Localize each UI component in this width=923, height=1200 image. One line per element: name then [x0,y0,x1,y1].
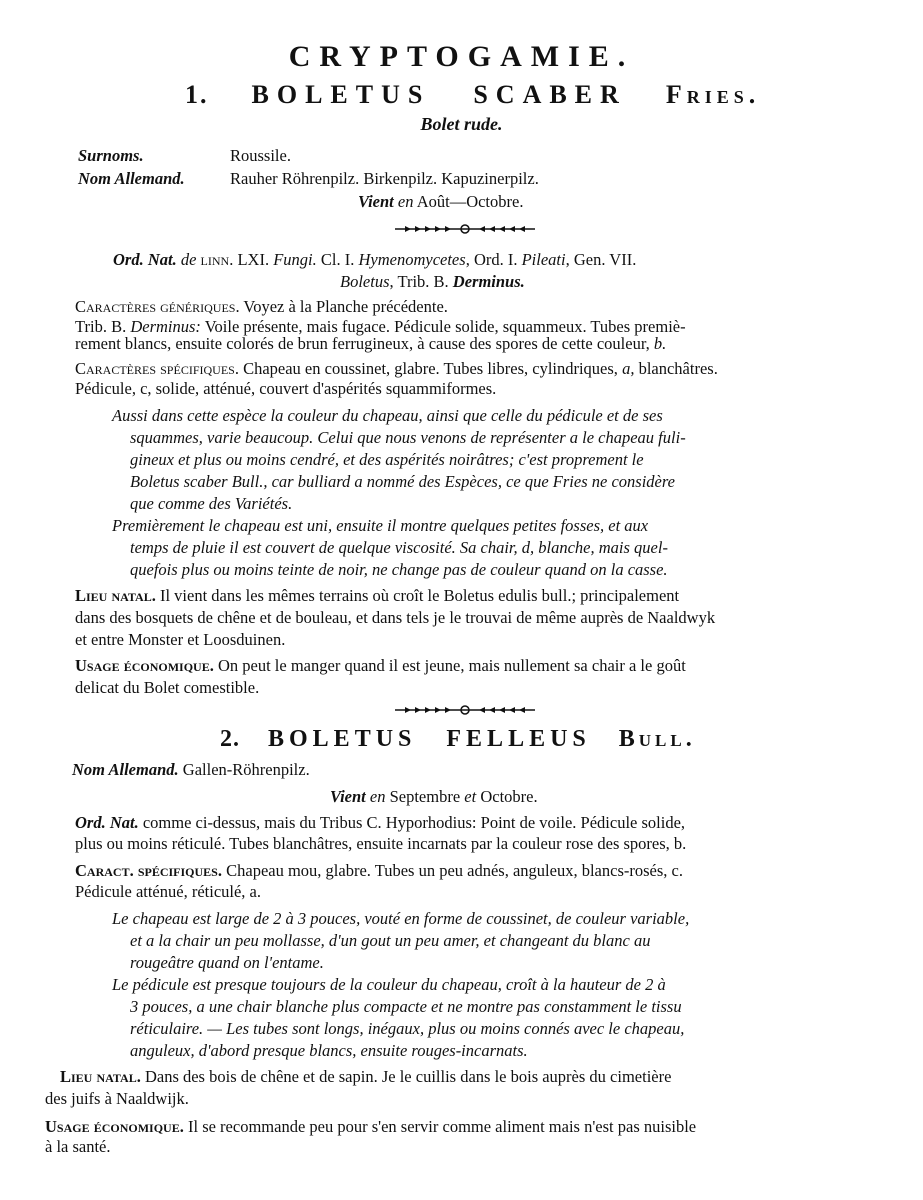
ord2-text1: comme ci-dessus, mais du Tribus C. Hyporhodius: Point de voile. Pédicule solide, [142,813,686,832]
usage2-text1: Il se recommande peu pour s'en servir comme aliment mais n'est pas nuisible [187,1117,697,1136]
generiques-label: Caractères génériques. [75,297,240,316]
trib-label: , Trib. B. [389,272,449,291]
boletus-label: Boletus [340,272,390,291]
specifiques-line2: Pédicule, c, solide, atténué, couvert d'aspérités squammiformes. [75,379,497,398]
note1-line2: squammes, varie beaucoup. Celui que nous venons de représenter a le chapeau fuli- [130,428,686,447]
caract2-label: Caract. spécifiques. [75,861,222,880]
usage1-label: Usage économique. [75,656,214,675]
trib-a: Trib. B. [75,317,127,336]
trib-b: Derminus: [130,317,201,336]
species1-heading [185,80,760,110]
note4-line4: anguleux, d'abord presque blancs, ensuite rouges-incarnats. [130,1041,528,1060]
season-vient: Vient [358,192,394,211]
note1-line5: que comme des Variétés. [130,494,293,513]
specifiques-line1 [75,358,718,380]
species2-genus: BOLETUS [268,726,417,752]
ord2-line1 [75,812,685,834]
note1-line4: Boletus scaber Bull., car bulliard a nommé des Espèces, ce que Fries ne considère [130,472,675,491]
species1-genus: BOLETUS [251,80,431,109]
usage2-line1 [45,1116,696,1138]
lieu1-line3: et entre Monster et Loosduinen. [75,630,286,649]
note4-line1: Le pédicule est presque toujours de la couleur du chapeau, croît à la hauteur de 2 à [112,975,666,994]
species2-number: 2. [220,726,240,752]
pileati-label: Pileati [521,250,566,269]
surnoms-value: Roussile. [230,146,291,165]
note4-line2: 3 pouces, a une chair blanche plus compacte et ne montre pas constamment le tissu [130,997,682,1016]
species2-author: Bull. [618,726,696,752]
surnoms-label: Surnoms. [78,146,144,165]
gen-label: , Gen. VII. [565,250,637,269]
species2-species: FELLEUS [446,726,591,752]
specifiques-a: a, [622,359,635,378]
usage2-label: Usage économique. [45,1117,184,1136]
note1-line3: gineux et plus ou moins cendré, et des aspérités noirâtres; c'est proprement le [130,450,644,469]
note2-line3: quefois plus ou moins teinte de noir, ne change pas de couleur quand on la casse. [130,560,668,579]
classification-line2 [340,271,525,293]
note2-line2: temps de pluie il est couvert de quelque viscosité. Sa chair, d, blanche, mais quel- [130,538,668,557]
season2-en: en [369,787,386,806]
nom-allemand-value-2: Gallen-Röhrenpilz. [182,760,310,779]
nat-label: Nat. [147,250,177,269]
note2-line1: Premièrement le chapeau est uni, ensuite il montre quelques petites fosses, et aux [112,516,649,535]
classification-line1 [113,249,636,271]
species2-heading [220,726,696,753]
note3-line3: rougeâtre quand on l'entame. [130,953,324,972]
de-label: de [180,250,197,269]
season-en: en [397,192,414,211]
specifiques-end: blanchâtres. [638,359,718,378]
season2-vient: Vient [330,787,366,806]
caract2-text1: Chapeau mou, glabre. Tubes un peu adnés, anguleux, blancs-rosés, c. [226,861,683,880]
lieu2-line1 [60,1066,671,1088]
usage1-text1: On peut le manger quand il est jeune, mais nullement sa chair a le goût [217,656,686,675]
ornamental-divider [395,224,535,234]
species1-common-name: Bolet rude. [420,114,503,134]
season-1 [358,191,523,213]
generiques-text: Voyez à la Planche précédente. [243,297,448,316]
season2-et: et [464,787,477,806]
nom-allemand-label-2: Nom Allemand. [72,760,179,779]
species1-author: Fries. [665,80,761,109]
nom-allemand-value-1: Rauher Röhrenpilz. Birkenpilz. Kapuzinerpilz. [230,169,539,188]
ord2-label: , Ord. I. [465,250,518,269]
species1-species: SCABER [473,80,627,109]
nom-allemand-line-2 [72,759,310,781]
lieu1-text1: Il vient dans les mêmes terrains où croît le Boletus edulis bull.; principalement [159,586,680,605]
lxi-label: LXI. [237,250,270,269]
specifiques-text: Chapeau en coussinet, glabre. Tubes libres, cylindriques, [243,359,618,378]
derminus-label: Derminus. [452,272,525,291]
trib-line-2 [75,333,666,355]
lieu1-label: Lieu natal. [75,586,156,605]
trib-c: Voile présente, mais fugace. Pédicule solide, squammeux. Tubes premiè- [204,317,686,336]
trib-line2-text: rement blancs, ensuite colorés de brun ferrugineux, à cause des spores de cette couleur, [75,334,650,353]
specifiques-label: Caractères spécifiques. [75,359,239,378]
note1-line1: Aussi dans cette espèce la couleur du chapeau, ainsi que celle du pédicule et de ses [112,406,663,425]
lieu2-line2: des juifs à Naaldwijk. [45,1089,189,1108]
caract2-line2: Pédicule atténué, réticulé, a. [75,882,261,901]
species1-number: 1. [185,80,209,109]
lieu2-text1: Dans des bois de chêne et de sapin. Je le cuillis dans le bois auprès du cimetière [144,1067,672,1086]
usage1-line1 [75,655,686,677]
lieu1-line1 [75,585,679,607]
cl-label: Cl. I. [320,250,355,269]
section-title: CRYPTOGAMIE. [288,40,635,73]
lieu1-line2: dans des bosquets de chêne et de bouleau, et dans tels je le trouvai de même auprès de Naaldwyk [75,608,716,627]
fungi-label: Fungi. [273,250,317,269]
ord2-label-2: Ord. Nat. [75,813,139,832]
note4-line3: réticulaire. — Les tubes sont longs, inégaux, plus ou moins connés avec le chapeau, [130,1019,685,1038]
ord-label: Ord. [113,250,144,269]
generiques-line [75,296,448,318]
lieu2-label: Lieu natal. [60,1067,141,1086]
caract2-line1 [75,860,683,882]
trib-line2-b: b. [653,334,667,353]
ornamental-divider-2 [395,705,535,715]
usage2-line2: à la santé. [45,1137,111,1156]
hymeno-label: Hymenomycetes [358,250,466,269]
usage1-line2: delicat du Bolet comestible. [75,678,260,697]
season2-month2: Octobre. [480,787,538,806]
note3-line2: et a la chair un peu mollasse, d'un gout un peu amer, et changeant du blanc au [130,931,651,950]
season-2 [330,786,538,808]
season-months: Août—Octobre. [416,192,524,211]
note3-line1: Le chapeau est large de 2 à 3 pouces, vouté en forme de coussinet, de couleur variable, [112,909,690,928]
nom-allemand-label-1: Nom Allemand. [78,169,185,188]
ord2-line2: plus ou moins réticulé. Tubes blanchâtres, ensuite incarnats par la couleur rose des spores, b. [75,834,687,853]
linn-label: linn. [200,250,234,269]
season2-month1: Septembre [389,787,461,806]
